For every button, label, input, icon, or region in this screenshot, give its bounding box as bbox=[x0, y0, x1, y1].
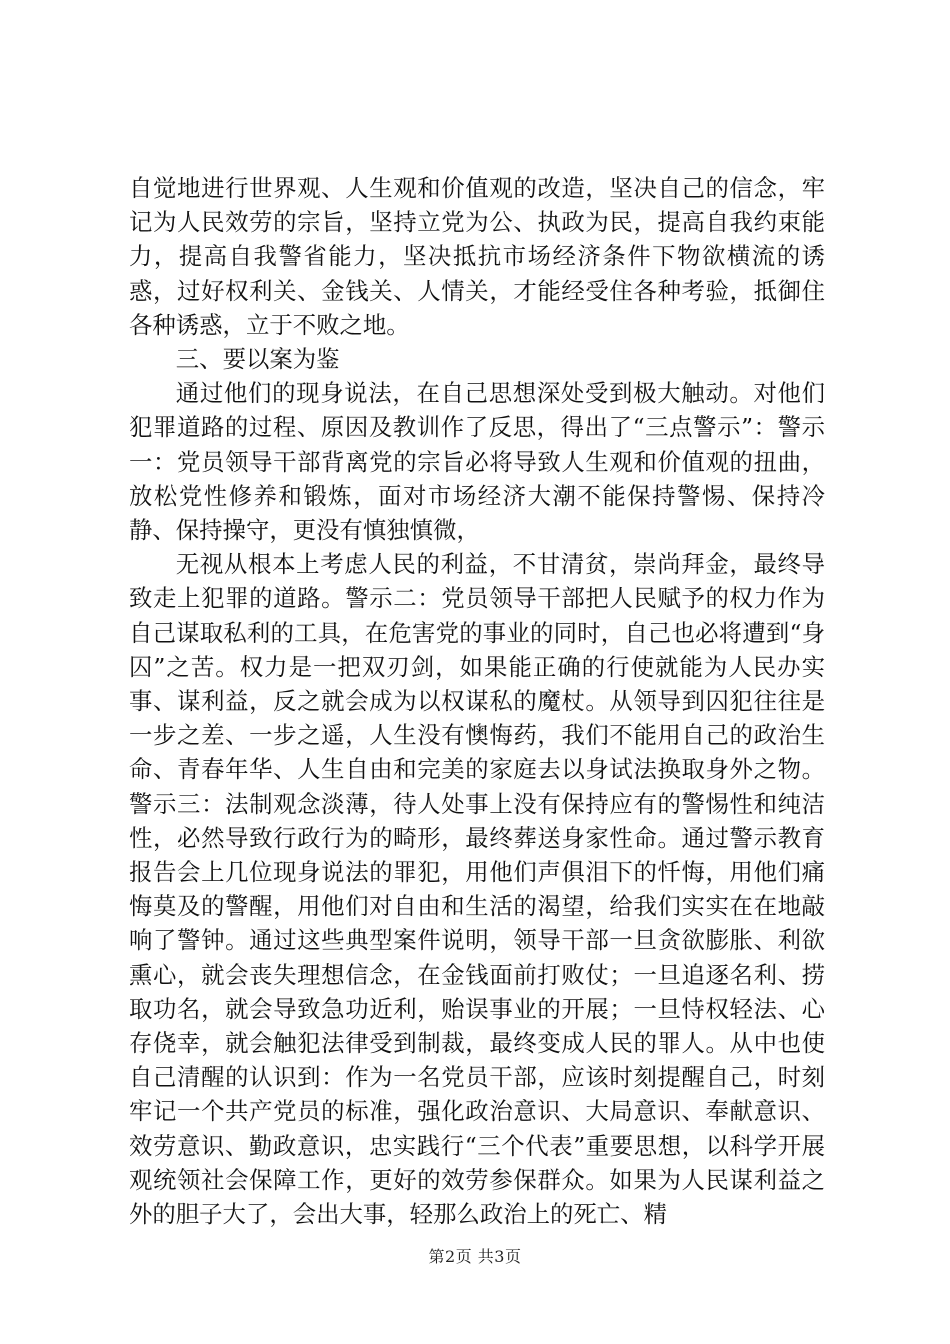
page-number-footer: 第2页 共3页 bbox=[428, 1247, 522, 1266]
section-heading: 三、要以案为鉴 bbox=[175, 345, 340, 374]
paragraph-reflection: 通过他们的现身说法，在自己思想深处受到极大触动。对他们犯罪道路的过程、原因及教训作了反思，得出了“三点警示”：警示一：党员领导干部背离党的宗旨必将导致人生观和价值观的扭曲，放松党性修养和锻炼，面对市场经济大潮不能保持警惕、保持冷静、保持操守，更没有慎独慎微， bbox=[129, 379, 825, 545]
paragraph-continuation: 自觉地进行世界观、人生观和价值观的改造，坚决自己的信念，牢记为人民效劳的宗旨，坚持立党为公、执政为民，提高自我约束能力，提高自我警省能力，坚决抵抗市场经济条件下物欲横流的诱惑，过好权利关、金钱关、人情关，才能经受住各种考验，抵御住各种诱惑，立于不败之地。 bbox=[129, 174, 825, 339]
document-body bbox=[129, 171, 825, 1231]
paragraph-warnings: 无视从根本上考虑人民的利益，不甘清贫，崇尚拜金，最终导致走上犯罪的道路。警示二：党员领导干部把人民赋予的权力作为自己谋取私利的工具，在危害党的事业的同时，自己也必将遭到“身囚”之苦。权力是一把双刃剑，如果能正确的行使就能为人民办实事、谋利益，反之就会成为以权谋私的魔杖。从领导到囚犯往往是一步之差、一步之遥，人生没有懊悔药，我们不能用自己的政治生命、青春年华、人生自由和完美的家庭去以身试法换取身外之物。警示三：法制观念淡薄，待人处事上没有保持应有的警惕性和纯洁性，必然导致行政行为的畸形，最终葬送身家性命。通过警示教育报告会上几位现身说法的罪犯，用他们声俱泪下的忏悔，用他们痛悔莫及的警醒，用他们对自由和生活的渴望，给我们实实在在地敲响了警钟。通过这些典型案件说明，领导干部一旦贪欲膨胀、利欲熏心，就会丧失理想信念，在金钱面前打败仗；一旦追逐名利、捞取功名，就会导致急功近利，贻误事业的开展；一旦恃权轻法、心存侥幸，就会触犯法律受到制裁，最终变成人民的罪人。从中也使自己清醒的认识到：作为一名党员干部，应该时刻提醒自己，时刻牢记一个共产党员的标准，强化政治意识、大局意识、奉献意识、效劳意识、勤政意识，忠实践行“三个代表”重要思想，以科学开展观统领社会保障工作，更好的效劳参保群众。如果为人民谋利益之外的胆子大了，会出大事，轻那么政治上的死亡、精 bbox=[129, 550, 825, 1229]
